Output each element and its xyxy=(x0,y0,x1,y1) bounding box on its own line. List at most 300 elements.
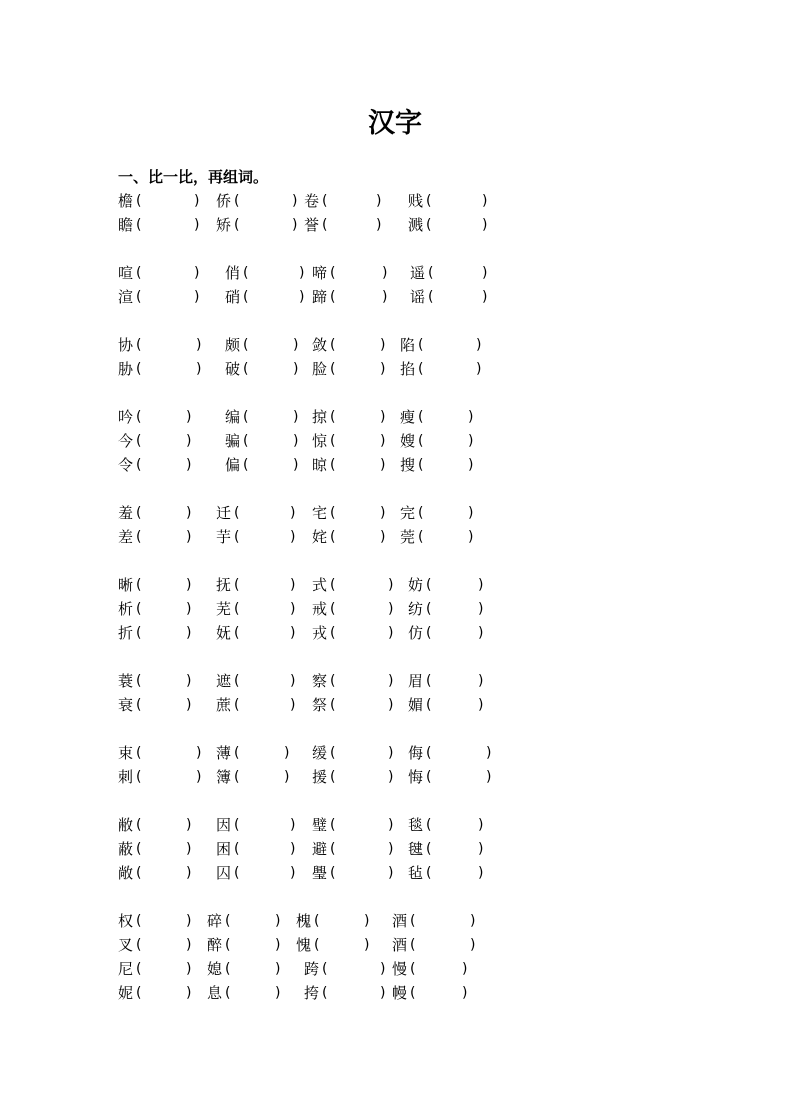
close-paren: ) xyxy=(186,601,192,617)
page-title: 汉字 xyxy=(368,108,422,139)
answer-blank[interactable] xyxy=(242,623,286,643)
answer-blank[interactable] xyxy=(242,527,286,547)
word-item xyxy=(118,429,196,453)
character: 谣 xyxy=(410,288,426,306)
word-item xyxy=(118,861,196,885)
character: 敝 xyxy=(118,816,134,834)
character: 媚 xyxy=(408,696,424,714)
answer-blank[interactable] xyxy=(434,815,474,835)
answer-blank[interactable] xyxy=(242,815,286,835)
character: 矫 xyxy=(216,216,232,234)
word-item xyxy=(408,573,488,597)
character: 戒 xyxy=(312,600,328,618)
answer-blank[interactable] xyxy=(426,431,464,451)
close-paren: ) xyxy=(388,841,394,857)
character: 搜 xyxy=(400,456,416,474)
answer-blank[interactable] xyxy=(434,863,474,883)
character: 羞 xyxy=(118,504,134,522)
answer-blank[interactable] xyxy=(251,335,289,355)
character: 瘦 xyxy=(400,408,416,426)
answer-blank[interactable] xyxy=(338,839,384,859)
answer-blank[interactable] xyxy=(426,455,464,475)
open-paren: ( xyxy=(136,985,142,1001)
answer-blank[interactable] xyxy=(330,959,376,979)
close-paren: ) xyxy=(293,433,299,449)
word-item xyxy=(118,453,196,477)
close-paren: ) xyxy=(388,697,394,713)
exercise-row xyxy=(0,357,790,381)
word-item xyxy=(118,741,206,765)
close-paren: ) xyxy=(186,865,192,881)
open-paren: ( xyxy=(428,289,434,305)
word-item xyxy=(312,837,398,861)
close-paren: ) xyxy=(476,337,482,353)
character: 挎 xyxy=(304,984,320,1002)
word-item xyxy=(312,765,398,789)
answer-blank[interactable] xyxy=(144,671,182,691)
answer-blank[interactable] xyxy=(330,191,372,211)
exercise-row xyxy=(0,861,790,885)
character: 酒 xyxy=(392,912,408,930)
answer-blank[interactable] xyxy=(144,623,182,643)
character: 妨 xyxy=(408,576,424,594)
close-paren: ) xyxy=(186,961,192,977)
open-paren: ( xyxy=(243,337,249,353)
answer-blank[interactable] xyxy=(251,431,289,451)
character: 璺 xyxy=(312,864,328,882)
close-paren: ) xyxy=(478,817,484,833)
exercise-row xyxy=(0,621,790,645)
answer-blank[interactable] xyxy=(242,503,286,523)
open-paren: ( xyxy=(330,625,336,641)
character: 晰 xyxy=(118,576,134,594)
answer-blank[interactable] xyxy=(338,335,376,355)
character: 愧 xyxy=(296,936,312,954)
answer-blank[interactable] xyxy=(233,911,271,931)
answer-blank[interactable] xyxy=(144,959,182,979)
answer-blank[interactable] xyxy=(338,623,384,643)
answer-blank[interactable] xyxy=(233,983,271,1003)
close-paren: ) xyxy=(380,985,386,1001)
answer-blank[interactable] xyxy=(144,599,182,619)
character: 媳 xyxy=(207,960,223,978)
answer-blank[interactable] xyxy=(242,575,286,595)
open-paren: ( xyxy=(136,961,142,977)
word-item xyxy=(216,573,300,597)
answer-blank[interactable] xyxy=(242,767,280,787)
answer-blank[interactable] xyxy=(144,215,190,235)
answer-blank[interactable] xyxy=(436,287,478,307)
close-paren: ) xyxy=(196,745,202,761)
close-paren: ) xyxy=(468,409,474,425)
answer-blank[interactable] xyxy=(426,407,464,427)
answer-blank[interactable] xyxy=(418,959,458,979)
word-item xyxy=(207,909,285,933)
character: 悔 xyxy=(408,768,424,786)
open-paren: ( xyxy=(330,289,336,305)
open-paren: ( xyxy=(426,577,432,593)
character: 啼 xyxy=(312,264,328,282)
close-paren: ) xyxy=(478,865,484,881)
open-paren: ( xyxy=(234,577,240,593)
character: 蔗 xyxy=(216,696,232,714)
close-paren: ) xyxy=(476,361,482,377)
open-paren: ( xyxy=(136,529,142,545)
answer-blank[interactable] xyxy=(242,191,288,211)
word-item xyxy=(225,429,303,453)
word-item xyxy=(207,981,285,1005)
open-paren: ( xyxy=(330,337,336,353)
close-paren: ) xyxy=(290,841,296,857)
close-paren: ) xyxy=(388,745,394,761)
word-item xyxy=(312,405,390,429)
answer-blank[interactable] xyxy=(242,695,286,715)
word-item xyxy=(207,957,285,981)
word-item xyxy=(118,405,196,429)
close-paren: ) xyxy=(482,217,488,233)
exercise-row xyxy=(0,405,790,429)
open-paren: ( xyxy=(243,433,249,449)
word-item xyxy=(400,501,478,525)
answer-blank[interactable] xyxy=(338,767,384,787)
answer-blank[interactable] xyxy=(144,815,182,835)
close-paren: ) xyxy=(468,505,474,521)
close-paren: ) xyxy=(482,193,488,209)
answer-blank[interactable] xyxy=(338,695,384,715)
word-item xyxy=(312,285,392,309)
answer-blank[interactable] xyxy=(338,815,384,835)
answer-blank[interactable] xyxy=(144,431,182,451)
close-paren: ) xyxy=(293,409,299,425)
character: 酒 xyxy=(392,936,408,954)
character: 编 xyxy=(225,408,241,426)
answer-blank[interactable] xyxy=(233,959,271,979)
character: 式 xyxy=(312,576,328,594)
answer-blank[interactable] xyxy=(242,743,280,763)
exercise-row xyxy=(0,573,790,597)
character: 破 xyxy=(225,360,241,378)
close-paren: ) xyxy=(293,337,299,353)
open-paren: ( xyxy=(426,769,432,785)
word-item xyxy=(312,261,392,285)
word-item xyxy=(118,333,206,357)
character: 折 xyxy=(118,624,134,642)
open-paren: ( xyxy=(418,433,424,449)
character: 骗 xyxy=(225,432,241,450)
character: 戎 xyxy=(312,624,328,642)
open-paren: ( xyxy=(136,601,142,617)
answer-blank[interactable] xyxy=(426,503,464,523)
answer-blank[interactable] xyxy=(434,671,474,691)
character: 碎 xyxy=(207,912,223,930)
character: 硝 xyxy=(225,288,241,306)
answer-blank[interactable] xyxy=(434,575,474,595)
open-paren: ( xyxy=(243,265,249,281)
exercise-row xyxy=(0,693,790,717)
answer-blank[interactable] xyxy=(144,191,190,211)
open-paren: ( xyxy=(234,625,240,641)
answer-blank[interactable] xyxy=(144,407,182,427)
answer-blank[interactable] xyxy=(338,503,376,523)
character: 毯 xyxy=(408,816,424,834)
answer-blank[interactable] xyxy=(436,263,478,283)
answer-blank[interactable] xyxy=(418,935,466,955)
character: 权 xyxy=(118,912,134,930)
answer-blank[interactable] xyxy=(426,359,472,379)
word-item xyxy=(216,693,300,717)
open-paren: ( xyxy=(234,769,240,785)
open-paren: ( xyxy=(426,193,432,209)
character: 掠 xyxy=(312,408,328,426)
character: 陷 xyxy=(400,336,416,354)
answer-blank[interactable] xyxy=(144,743,192,763)
word-item xyxy=(118,693,196,717)
close-paren: ) xyxy=(290,505,296,521)
close-paren: ) xyxy=(380,505,386,521)
character: 芜 xyxy=(216,600,232,618)
answer-blank[interactable] xyxy=(322,911,360,931)
close-paren: ) xyxy=(186,841,192,857)
character: 侮 xyxy=(408,744,424,762)
close-paren: ) xyxy=(196,361,202,377)
answer-blank[interactable] xyxy=(144,527,182,547)
character: 刺 xyxy=(118,768,134,786)
answer-blank[interactable] xyxy=(434,767,482,787)
answer-blank[interactable] xyxy=(434,191,478,211)
word-item xyxy=(312,429,390,453)
close-paren: ) xyxy=(275,913,281,929)
open-paren: ( xyxy=(234,865,240,881)
answer-blank[interactable] xyxy=(338,431,376,451)
open-paren: ( xyxy=(243,409,249,425)
character: 胁 xyxy=(118,360,134,378)
word-item xyxy=(225,405,303,429)
open-paren: ( xyxy=(330,865,336,881)
character: 跨 xyxy=(304,960,320,978)
close-paren: ) xyxy=(478,625,484,641)
character: 遥 xyxy=(410,264,426,282)
answer-blank[interactable] xyxy=(251,287,295,307)
word-item xyxy=(304,981,390,1005)
exercise-row xyxy=(0,333,790,357)
exercise-row xyxy=(0,501,790,525)
character: 察 xyxy=(312,672,328,690)
answer-blank[interactable] xyxy=(338,527,376,547)
answer-blank[interactable] xyxy=(426,527,464,547)
close-paren: ) xyxy=(290,673,296,689)
exercise-row xyxy=(0,285,790,309)
answer-blank[interactable] xyxy=(418,911,466,931)
word-item xyxy=(118,669,196,693)
word-item xyxy=(312,693,398,717)
answer-blank[interactable] xyxy=(434,839,474,859)
answer-blank[interactable] xyxy=(144,287,190,307)
close-paren: ) xyxy=(382,289,388,305)
answer-blank[interactable] xyxy=(242,215,288,235)
open-paren: ( xyxy=(314,937,320,953)
word-item xyxy=(410,285,492,309)
word-item xyxy=(118,957,196,981)
open-paren: ( xyxy=(330,697,336,713)
answer-blank[interactable] xyxy=(242,671,286,691)
answer-blank[interactable] xyxy=(338,407,376,427)
close-paren: ) xyxy=(194,193,200,209)
close-paren: ) xyxy=(284,769,290,785)
word-item xyxy=(118,501,196,525)
answer-blank[interactable] xyxy=(144,695,182,715)
word-item xyxy=(118,189,204,213)
character: 颇 xyxy=(225,336,241,354)
close-paren: ) xyxy=(194,289,200,305)
open-paren: ( xyxy=(234,505,240,521)
close-paren: ) xyxy=(194,265,200,281)
close-paren: ) xyxy=(376,217,382,233)
open-paren: ( xyxy=(136,217,142,233)
answer-blank[interactable] xyxy=(338,671,384,691)
answer-blank[interactable] xyxy=(144,263,190,283)
answer-blank[interactable] xyxy=(144,935,182,955)
answer-blank[interactable] xyxy=(434,695,474,715)
open-paren: ( xyxy=(234,193,240,209)
answer-blank[interactable] xyxy=(330,983,376,1003)
exercise-row xyxy=(0,957,790,981)
answer-blank[interactable] xyxy=(144,983,182,1003)
character: 毡 xyxy=(408,864,424,882)
word-item xyxy=(312,357,390,381)
word-item xyxy=(225,261,309,285)
answer-blank[interactable] xyxy=(330,215,372,235)
open-paren: ( xyxy=(234,817,240,833)
word-item xyxy=(216,837,300,861)
character: 缓 xyxy=(312,744,328,762)
close-paren: ) xyxy=(186,673,192,689)
close-paren: ) xyxy=(478,673,484,689)
character: 宅 xyxy=(312,504,328,522)
answer-blank[interactable] xyxy=(144,455,182,475)
close-paren: ) xyxy=(486,745,492,761)
character: 敛 xyxy=(312,336,328,354)
word-item xyxy=(216,597,300,621)
word-item xyxy=(118,573,196,597)
answer-blank[interactable] xyxy=(144,575,182,595)
character: 吟 xyxy=(118,408,134,426)
word-item xyxy=(225,285,309,309)
character: 脸 xyxy=(312,360,328,378)
open-paren: ( xyxy=(225,913,231,929)
open-paren: ( xyxy=(330,577,336,593)
answer-blank[interactable] xyxy=(242,863,286,883)
answer-blank[interactable] xyxy=(251,359,289,379)
section-heading: 一、比一比，再组词。 xyxy=(118,168,269,186)
character: 溅 xyxy=(408,216,424,234)
character: 析 xyxy=(118,600,134,618)
answer-blank[interactable] xyxy=(242,839,286,859)
answer-blank[interactable] xyxy=(144,335,192,355)
open-paren: ( xyxy=(136,193,142,209)
close-paren: ) xyxy=(186,409,192,425)
answer-blank[interactable] xyxy=(242,599,286,619)
close-paren: ) xyxy=(186,433,192,449)
close-paren: ) xyxy=(290,697,296,713)
answer-blank[interactable] xyxy=(338,455,376,475)
close-paren: ) xyxy=(293,361,299,377)
close-paren: ) xyxy=(186,505,192,521)
answer-blank[interactable] xyxy=(434,743,482,763)
word-item xyxy=(312,813,398,837)
answer-blank[interactable] xyxy=(251,263,295,283)
close-paren: ) xyxy=(482,289,488,305)
word-item xyxy=(296,933,374,957)
close-paren: ) xyxy=(388,601,394,617)
open-paren: ( xyxy=(136,289,142,305)
word-item xyxy=(118,285,204,309)
close-paren: ) xyxy=(376,193,382,209)
word-item xyxy=(408,189,492,213)
word-item xyxy=(312,741,398,765)
character: 迁 xyxy=(216,504,232,522)
close-paren: ) xyxy=(380,337,386,353)
open-paren: ( xyxy=(330,601,336,617)
answer-blank[interactable] xyxy=(434,599,474,619)
open-paren: ( xyxy=(136,913,142,929)
answer-blank[interactable] xyxy=(144,503,182,523)
open-paren: ( xyxy=(136,817,142,833)
open-paren: ( xyxy=(136,409,142,425)
close-paren: ) xyxy=(186,985,192,1001)
word-item xyxy=(312,669,398,693)
answer-blank[interactable] xyxy=(322,935,360,955)
answer-blank[interactable] xyxy=(338,863,384,883)
close-paren: ) xyxy=(388,769,394,785)
answer-blank[interactable] xyxy=(418,983,458,1003)
answer-blank[interactable] xyxy=(426,335,472,355)
character: 仿 xyxy=(408,624,424,642)
answer-blank[interactable] xyxy=(338,359,376,379)
word-item xyxy=(312,525,390,549)
answer-blank[interactable] xyxy=(338,263,378,283)
answer-blank[interactable] xyxy=(338,575,384,595)
word-item xyxy=(408,837,488,861)
answer-blank[interactable] xyxy=(251,455,289,475)
answer-blank[interactable] xyxy=(144,911,182,931)
answer-blank[interactable] xyxy=(434,215,478,235)
open-paren: ( xyxy=(136,457,142,473)
close-paren: ) xyxy=(186,625,192,641)
answer-blank[interactable] xyxy=(233,935,271,955)
answer-blank[interactable] xyxy=(251,407,289,427)
character: 妩 xyxy=(216,624,232,642)
close-paren: ) xyxy=(482,265,488,281)
word-item xyxy=(118,813,196,837)
character: 束 xyxy=(118,744,134,762)
answer-blank[interactable] xyxy=(338,287,378,307)
answer-blank[interactable] xyxy=(144,359,192,379)
answer-blank[interactable] xyxy=(144,863,182,883)
answer-blank[interactable] xyxy=(144,767,192,787)
answer-blank[interactable] xyxy=(144,839,182,859)
answer-blank[interactable] xyxy=(338,743,384,763)
close-paren: ) xyxy=(380,457,386,473)
answer-blank[interactable] xyxy=(434,623,474,643)
close-paren: ) xyxy=(470,937,476,953)
answer-blank[interactable] xyxy=(338,599,384,619)
character: 芋 xyxy=(216,528,232,546)
close-paren: ) xyxy=(380,529,386,545)
open-paren: ( xyxy=(136,697,142,713)
word-item xyxy=(225,333,303,357)
close-paren: ) xyxy=(462,985,468,1001)
close-paren: ) xyxy=(293,457,299,473)
